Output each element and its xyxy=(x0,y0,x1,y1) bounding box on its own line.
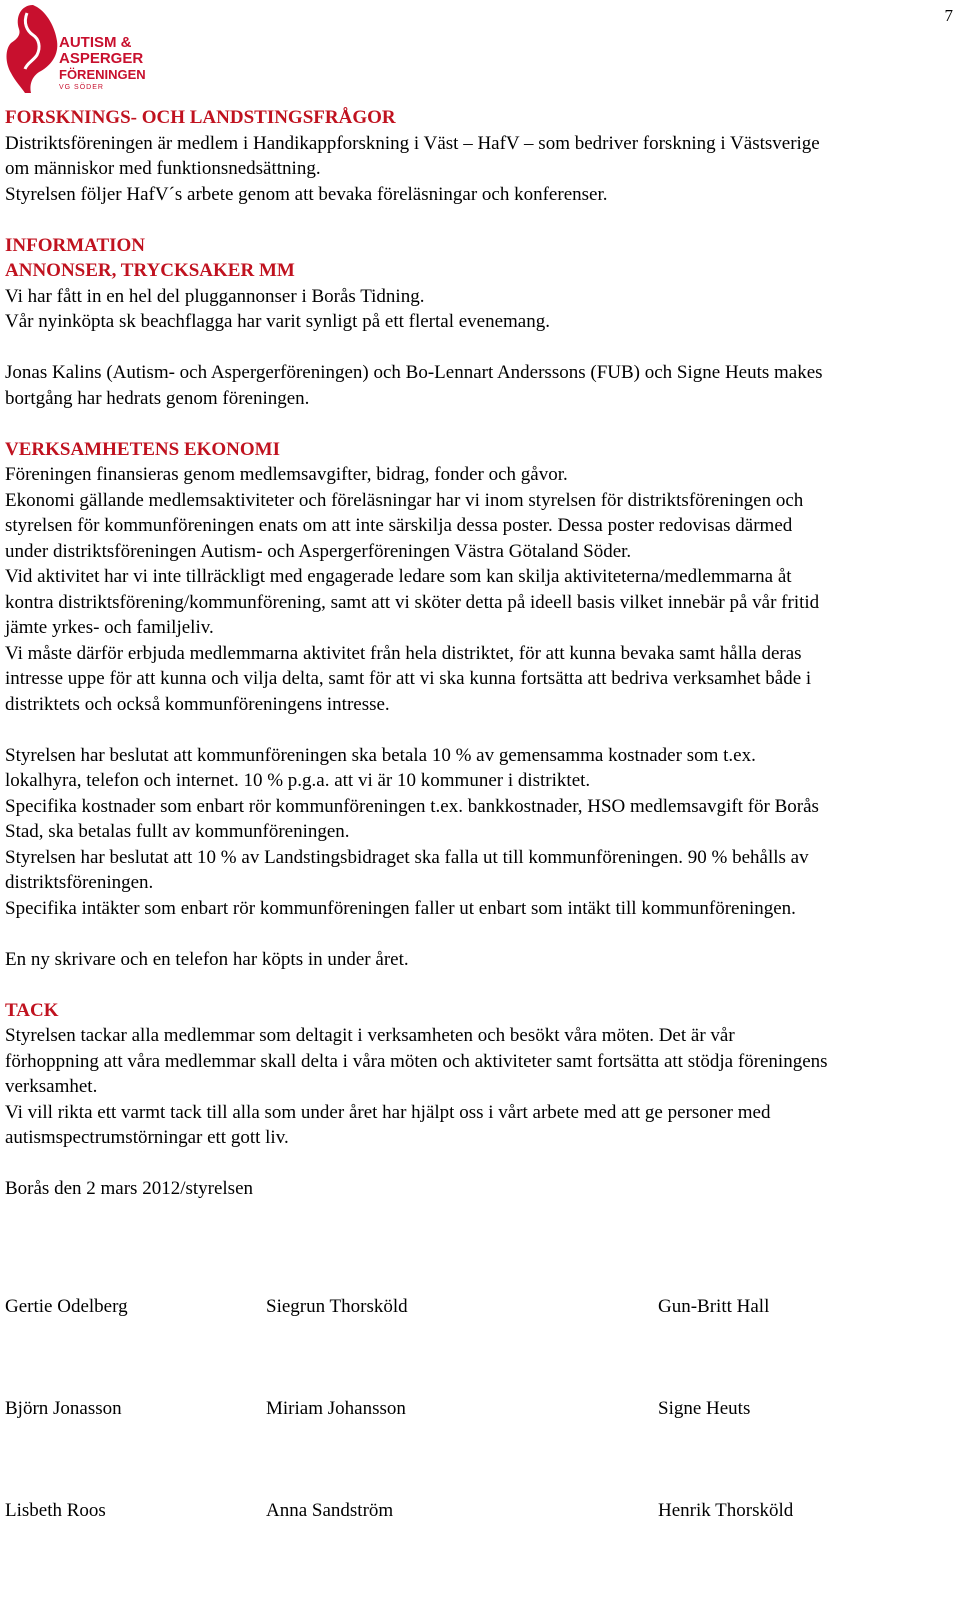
paragraph-line: En ny skrivare och en telefon har köpts in under året. xyxy=(5,948,409,970)
signature-name: Miriam Johansson xyxy=(266,1398,406,1419)
signature-name: Signe Heuts xyxy=(658,1398,751,1419)
signature-name: Gertie Odelberg xyxy=(5,1296,128,1317)
signature-name: Gun-Britt Hall xyxy=(658,1296,770,1317)
signature-name: Anna Sandström xyxy=(266,1500,394,1521)
paragraph-line: Specifika kostnader som enbart rör kommunföreningen t.ex. bankkostnader, HSO medlemsavgift för Borås xyxy=(5,795,819,817)
document-body xyxy=(5,105,960,1202)
heading-ekonomi: VERKSAMHETENS EKONOMI xyxy=(5,438,281,460)
heading-tack: TACK xyxy=(5,999,59,1021)
paragraph-line: under distriktsföreningen Autism- och Aspergerföreningen Västra Götaland Söder. xyxy=(5,540,632,562)
paragraph-line: Vår nyinköpta sk beachflagga har varit synligt på ett flertal evenemang. xyxy=(5,311,550,332)
paragraph-line: Föreningen finansieras genom medlemsavgifter, bidrag, fonder och gåvor. xyxy=(5,464,568,485)
heading-forskning: FORSKNINGS- OCH LANDSTINGSFRÅGOR xyxy=(5,107,396,128)
signature-block xyxy=(5,1296,955,1602)
paragraph-line: Vi måste därför erbjuda medlemmarna aktivitet från hela distriktet, för att kunna bevaka samt hålla deras xyxy=(5,642,802,664)
signature-row xyxy=(5,1296,955,1398)
signature-name: Lisbeth Roos xyxy=(5,1500,106,1521)
date-line: Borås den 2 mars 2012/styrelsen xyxy=(5,1178,254,1199)
signature-name: Björn Jonasson xyxy=(5,1398,122,1419)
paragraph-line: Styrelsen har beslutat att kommunföreningen ska betala 10 % av gemensamma kostnader som t.ex. xyxy=(5,744,756,766)
paragraph-line: distriktets och också kommunföreningens intresse. xyxy=(5,693,390,715)
logo-line-3: FÖRENINGEN xyxy=(59,67,146,82)
paragraph-line: Vid aktivitet har vi inte tillräckligt med engagerade ledare som kan skilja aktiviteterna/medlemmarna åt xyxy=(5,566,792,587)
paragraph-line: verksamhet. xyxy=(5,1076,98,1097)
paragraph-line: Jonas Kalins (Autism- och Aspergerföreningen) och Bo-Lennart Anderssons (FUB) och Signe Heuts makes xyxy=(5,362,823,383)
paragraph-line: distriktsföreningen. xyxy=(5,872,154,893)
signature-name: Siegrun Thorsköld xyxy=(266,1296,408,1317)
paragraph-line: Vi vill rikta ett varmt tack till alla som under året har hjälpt oss i vårt arbete med att ge personer med xyxy=(5,1101,771,1123)
paragraph-line: Styrelsen följer HafV´s arbete genom att bevaka föreläsningar och konferenser. xyxy=(5,183,608,205)
paragraph-line: om människor med funktionsnedsättning. xyxy=(5,158,321,179)
logo-line-2: ASPERGER xyxy=(59,50,144,67)
signature-name: Henrik Thorsköld xyxy=(658,1500,794,1521)
logo-line-1: AUTISM & xyxy=(59,34,132,51)
paragraph-line: Styrelsen har beslutat att 10 % av Landstingsbidraget ska falla ut till kommunföreningen. 90 % behålls av xyxy=(5,846,809,868)
paragraph-line: Vi har fått in en hel del pluggannonser i Borås Tidning. xyxy=(5,285,425,307)
signature-row xyxy=(5,1500,955,1602)
page-number: 7 xyxy=(944,6,953,25)
organization-logo xyxy=(3,3,146,95)
paragraph-line: intresse uppe för att kunna och vilja delta, samt för att vi ska kunna fortsätta att bedriva verksamhet både i xyxy=(5,668,812,689)
paragraph-line: styrelsen för kommunföreningen enats om att inte särskilja dessa poster. Dessa poster redovisas därmed xyxy=(5,515,793,536)
signature-row xyxy=(5,1398,955,1500)
paragraph-line: Stad, ska betalas fullt av kommunföreningen. xyxy=(5,821,350,842)
logo-figure-icon xyxy=(3,3,63,95)
paragraph-line: bortgång har hedrats genom föreningen. xyxy=(5,387,310,409)
heading-information: INFORMATION xyxy=(5,234,146,256)
heading-annonser: ANNONSER, TRYCKSAKER MM xyxy=(5,260,295,281)
paragraph-line: kontra distriktsförening/kommunförening, samt att vi sköter detta på ideell basis vilket innebär på vår fritid xyxy=(5,591,820,613)
paragraph-line: Specifika intäkter som enbart rör kommunföreningen faller ut enbart som intäkt till kommunföreningen. xyxy=(5,897,796,919)
logo-line-4: VG SÖDER xyxy=(59,84,104,91)
paragraph-line: Styrelsen tackar alla medlemmar som deltagit i verksamheten och besökt våra möten. Det är vår xyxy=(5,1025,735,1046)
paragraph-line: förhoppning att våra medlemmar skall delta i våra möten och aktiviteter samt fortsätta att stödja föreningens xyxy=(5,1050,828,1072)
paragraph-line: autismspectrumstörningar ett gott liv. xyxy=(5,1127,289,1148)
paragraph-line: lokalhyra, telefon och internet. 10 % p.g.a. att vi är 10 kommuner i distriktet. xyxy=(5,770,591,791)
paragraph-line: Ekonomi gällande medlemsaktiviteter och föreläsningar har vi inom styrelsen för distriktsföreningen och xyxy=(5,489,804,511)
paragraph-line: Distriktsföreningen är medlem i Handikappforskning i Väst – HafV – som bedriver forskning i Västsverige xyxy=(5,132,820,154)
paragraph-line: jämte yrkes- och familjeliv. xyxy=(5,617,214,638)
